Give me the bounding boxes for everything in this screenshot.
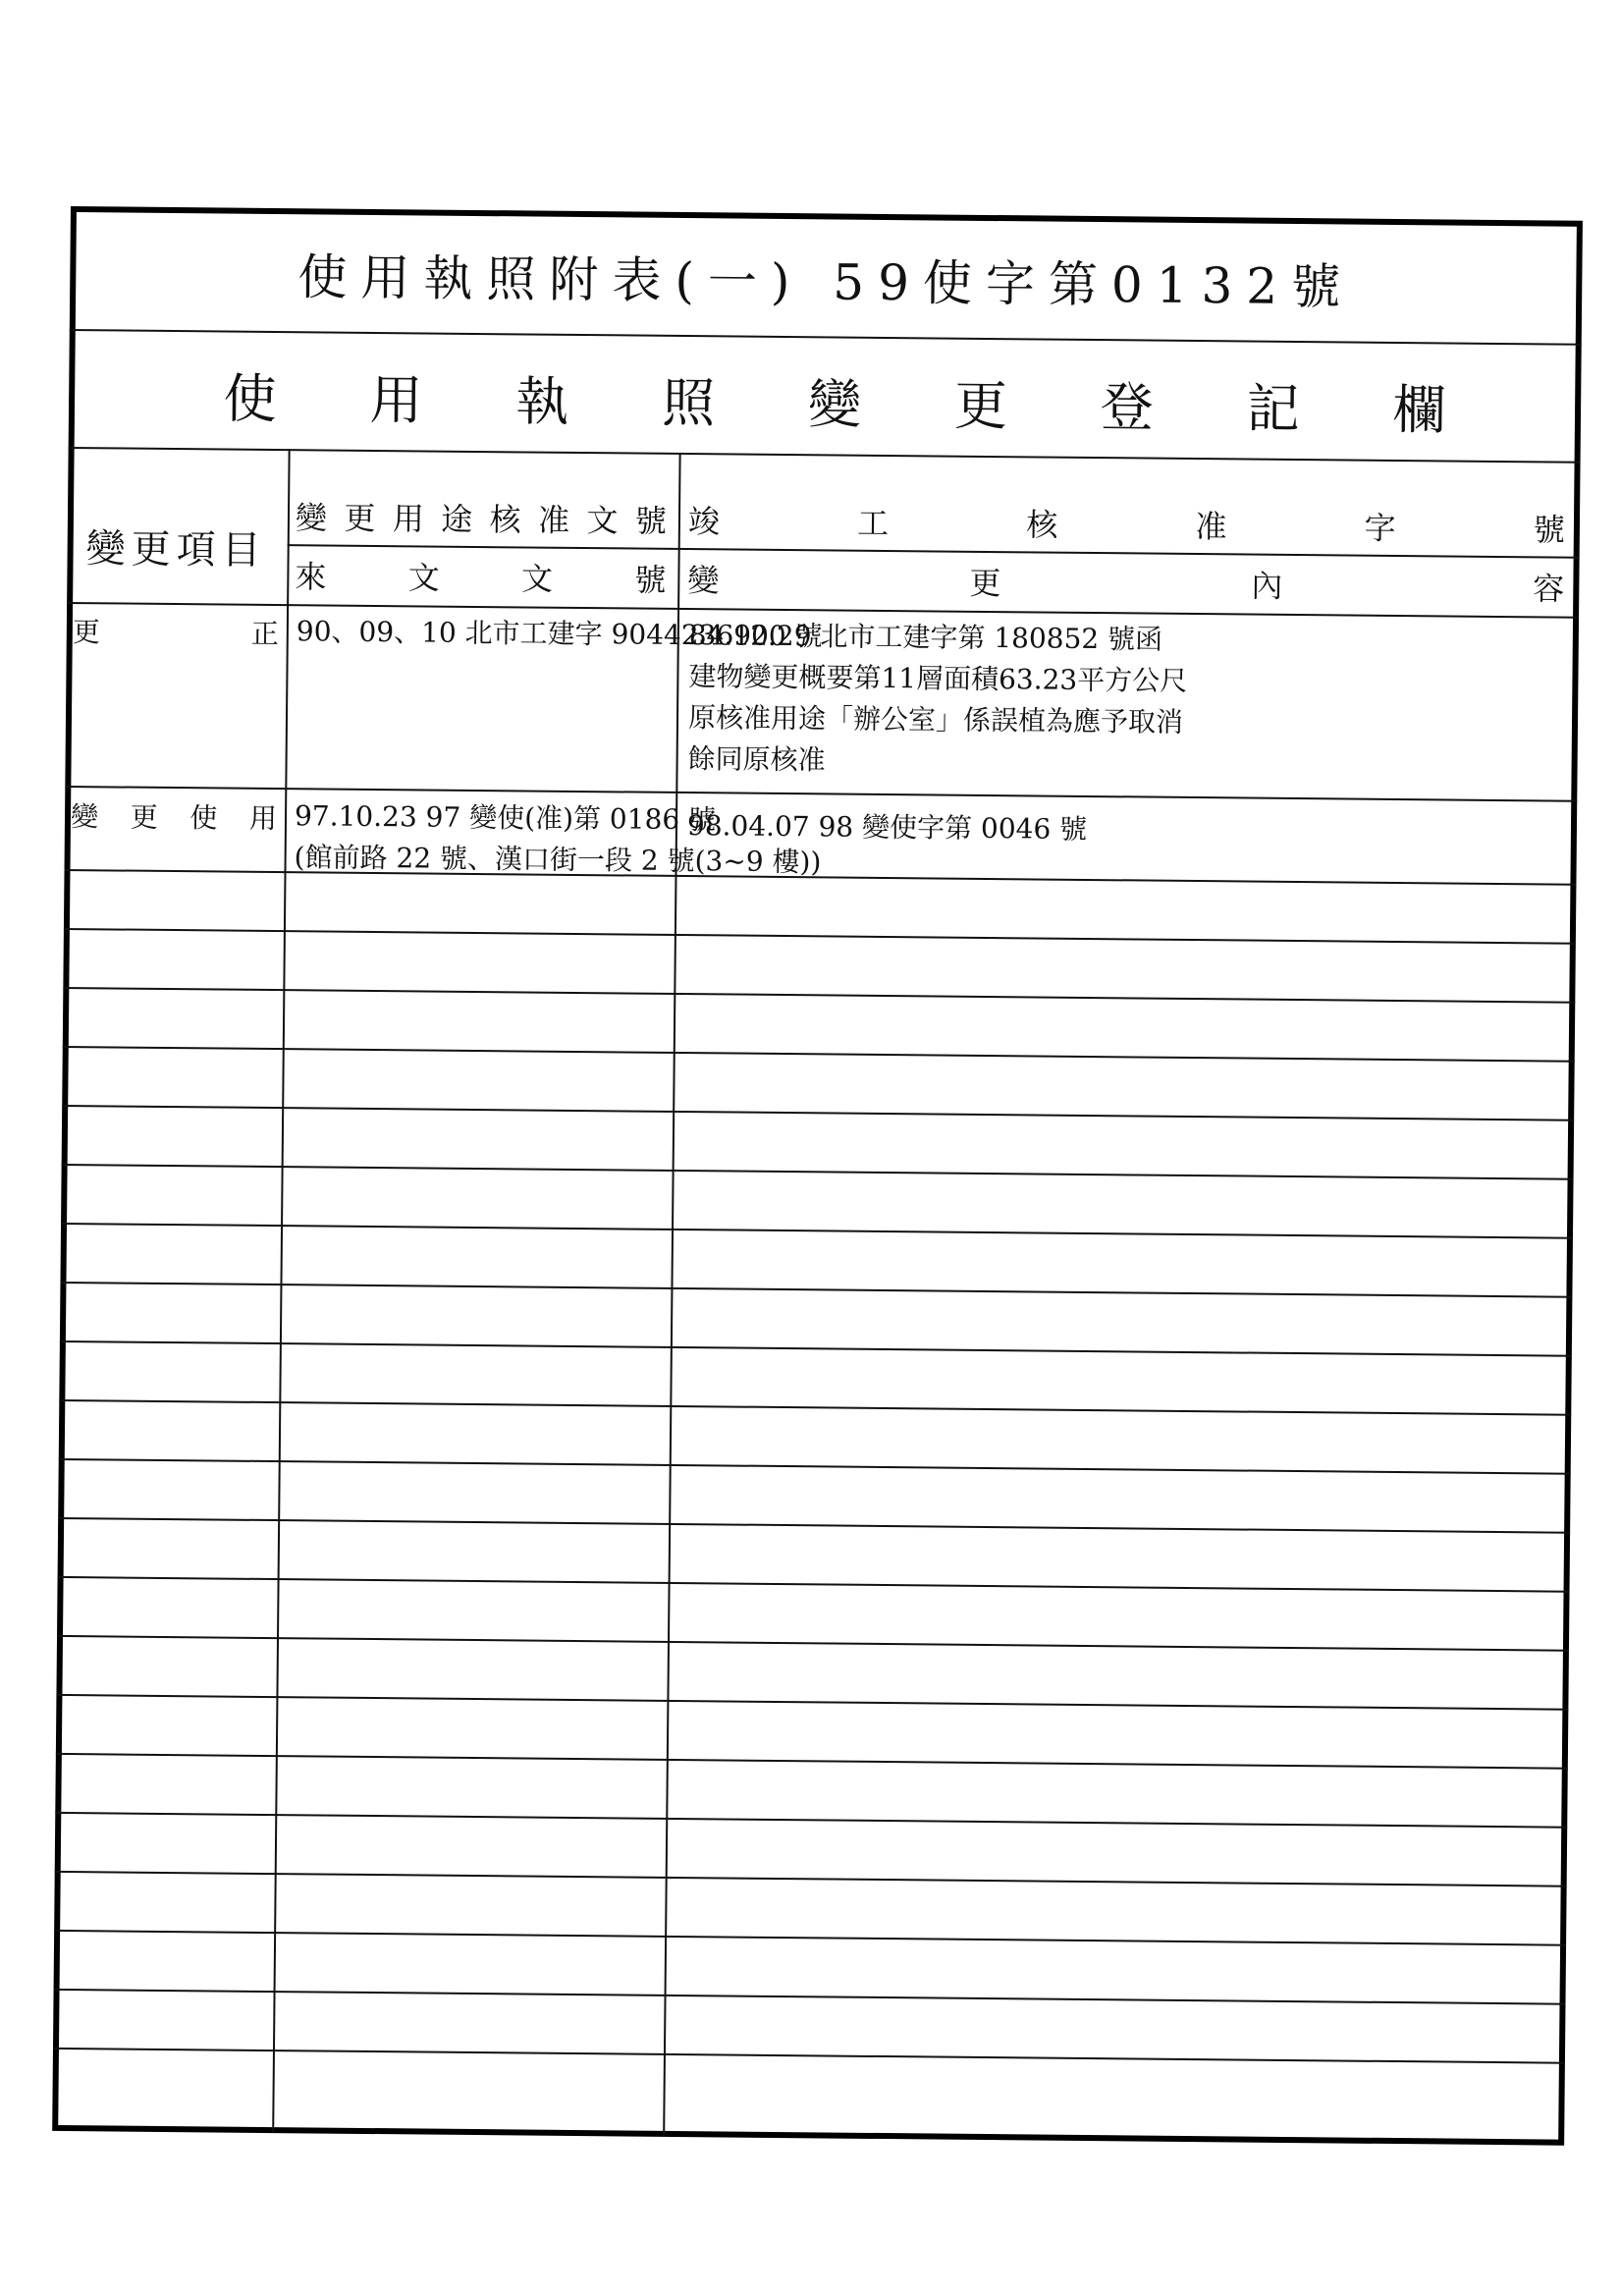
header-change-content-char: 變	[687, 561, 720, 599]
header-source-doc	[289, 547, 673, 605]
header-completion-char: 准	[1195, 507, 1227, 545]
cell-line: 84.12.29 北市工建字第 180852 號函	[688, 619, 1163, 656]
header-completion-char: 工	[856, 504, 890, 542]
row-item-char: 使	[189, 801, 218, 835]
section-title-char: 記	[1246, 377, 1300, 440]
row-col3	[687, 805, 1088, 850]
cell-line: 餘同原核准	[687, 742, 826, 777]
row-item-char: 正	[250, 617, 279, 651]
page-title: 使用執照附表(一) 59使字第0132號	[297, 248, 1355, 316]
header-source-doc-char: 文	[407, 558, 440, 597]
header-use-approval-char: 用	[392, 499, 425, 537]
header-completion	[682, 492, 1571, 555]
cell-line: 90、09、10 北市工建字 9044236900 號	[296, 615, 823, 653]
cell-line: 建物變更概要第11層面積63.23平方公尺	[688, 660, 1188, 697]
header-use-approval-char: 號	[634, 502, 668, 540]
header-use-approval-char: 途	[441, 500, 473, 538]
row-item-char: 用	[248, 801, 278, 836]
header-completion-char: 竣	[687, 502, 721, 540]
row-item-char: 更	[130, 800, 158, 834]
section-title-char: 更	[953, 374, 1008, 437]
section-title-char: 用	[369, 368, 423, 431]
header-completion-char: 號	[1533, 510, 1566, 549]
row-item-char: 變	[70, 800, 99, 834]
row-item	[65, 795, 283, 837]
cell-line: (館前路 22 號、漢口街一段 2 號(3~9 樓))	[294, 841, 822, 879]
header-source-doc-char: 文	[520, 559, 554, 598]
header-use-approval-char: 更	[344, 499, 376, 537]
header-change-content-char: 更	[969, 564, 1001, 602]
header-use-approval-char: 核	[489, 500, 521, 538]
section-title-char: 照	[661, 371, 716, 434]
header-change-content-char: 內	[1251, 567, 1283, 605]
row-item-char: 更	[72, 616, 101, 649]
header-use-approval-char: 變	[295, 498, 328, 537]
header-change-item: 變更項目	[85, 525, 267, 574]
row-item	[67, 611, 285, 652]
section-title-char: 欄	[1392, 378, 1446, 441]
registration-sheet	[52, 206, 1583, 2146]
header-use-approval	[290, 488, 674, 546]
section-title-char: 變	[807, 372, 862, 436]
section-title	[69, 349, 1582, 452]
header-source-doc-char: 號	[634, 561, 667, 599]
section-title-char: 執	[515, 369, 569, 433]
header-use-approval-char: 准	[537, 501, 570, 539]
cell-line: 原核准用途「辦公室」係誤植為應予取消	[687, 701, 1184, 738]
header-source-doc-char: 來	[295, 557, 327, 596]
row-col3	[687, 615, 1187, 785]
header-change-content-char: 容	[1533, 569, 1565, 608]
header-use-approval-char: 文	[586, 501, 619, 539]
cell-line: 97.10.23 97 變使(准)第 0186 號	[294, 799, 717, 837]
cell-line: 98.04.07 98 變使字第 0046 號	[686, 809, 1088, 846]
header-completion-char: 字	[1364, 509, 1396, 547]
header-completion-char: 核	[1026, 505, 1058, 544]
header-change-content	[681, 551, 1570, 614]
section-title-char: 登	[1100, 375, 1155, 439]
section-title-char: 使	[223, 367, 277, 430]
